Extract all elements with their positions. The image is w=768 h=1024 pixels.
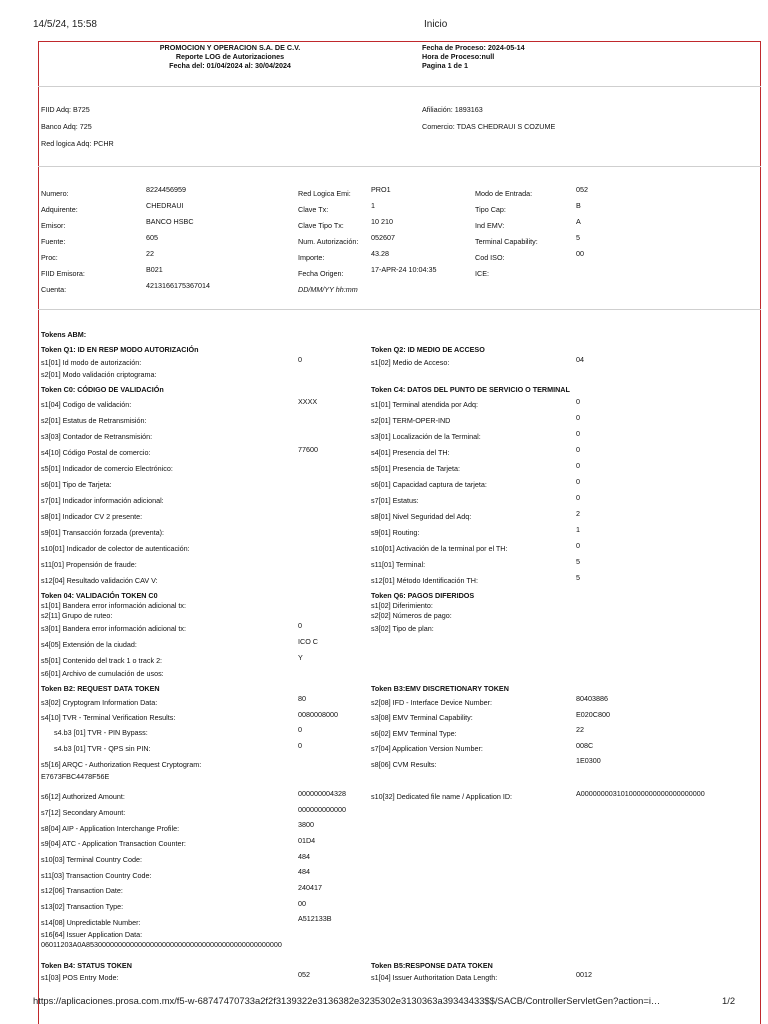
token-field-label: s11[03] Transaction Country Code: [41, 871, 152, 880]
token-field-label: s3[02] Cryptogram Information Data: [41, 698, 158, 707]
token-field-label: E7673FBC4478F56E [41, 772, 110, 781]
token-field-value: 240417 [298, 883, 322, 892]
field-label: Num. Autorización: [298, 237, 359, 246]
token-field-value: 484 [298, 867, 310, 876]
field-label: Cuenta: [41, 285, 67, 294]
token-field-value: A512133B [298, 914, 332, 923]
token-field-label: s4[10] TVR - Terminal Verification Results: [41, 713, 176, 722]
token-field-label: s8[04] AIP - Application Interchange Profile: [41, 824, 180, 833]
date-format-hint: DD/MM/YY hh:mm [298, 285, 358, 294]
token-field-label: s10[01] Activación de la terminal por el TH: [371, 544, 508, 553]
comercio: Comercio: TDAS CHEDRAUI S COZUME [422, 122, 556, 131]
field-value: 22 [146, 249, 154, 258]
report-title: Reporte LOG de Autorizaciones [175, 52, 285, 61]
token-b3-title: Token B3:EMV DISCRETIONARY TOKEN [371, 684, 509, 693]
token-field-label: s8[01] Nivel Seguridad del Adq: [371, 512, 472, 521]
token-field-value: 0 [576, 397, 580, 406]
token-field-value: 00 [298, 899, 306, 908]
token-field-label: s9[01] Transacción forzada (preventa): [41, 528, 165, 537]
field-value: 43.28 [371, 249, 389, 258]
field-value: 052607 [371, 233, 395, 242]
token-field-label: s16[64] Issuer Application Data: [41, 930, 143, 939]
field-value: 052 [576, 185, 588, 194]
token-field-label: s5[01] Indicador de comercio Electrónico: [41, 464, 173, 473]
token-field-value: 484 [298, 852, 310, 861]
fiid-adq: FIID Adq: B725 [41, 105, 90, 114]
token-b2-title: Token B2: REQUEST DATA TOKEN [41, 684, 160, 693]
token-field-label: s3[01] Bandera error información adicional tx: [41, 624, 187, 633]
token-field-label: s9[04] ATC - Application Transaction Counter: [41, 839, 186, 848]
token-field-label: s1[02] Medio de Acceso: [371, 358, 450, 367]
token-field-label: s3[01] Localización de la Terminal: [371, 432, 481, 441]
field-value: 8224456959 [146, 185, 186, 194]
field-label: Ind EMV: [475, 221, 505, 230]
token-field-label: s5[16] ARQC - Authorization Request Cryptogram: [41, 760, 202, 769]
token-field-value: 1 [576, 525, 580, 534]
token-field-label: s10[32] Dedicated file name / Application ID: [371, 792, 513, 801]
token-field-value: ICO C [298, 637, 318, 646]
token-field-label: s1[04] Issuer Authoritation Data Length: [371, 973, 498, 982]
token-field-value: 0 [298, 355, 302, 364]
process-date: Fecha de Proceso: 2024-05-14 [422, 43, 525, 52]
field-value: PRO1 [371, 185, 391, 194]
token-field-value: 0 [298, 621, 302, 630]
token-field-value: A0000000031010000000000000000000 [576, 789, 705, 798]
token-field-value: XXXX [298, 397, 318, 406]
page-number: Pagina 1 de 1 [422, 61, 468, 70]
token-field-label: s11[01] Propensión de fraude: [41, 560, 137, 569]
token-field-label: s3[02] Tipo de plan: [371, 624, 434, 633]
token-field-label: s8[06] CVM Results: [371, 760, 437, 769]
company-name: PROMOCION Y OPERACION S.A. DE C.V. [159, 43, 301, 52]
token-field-label: s6[01] Capacidad captura de tarjeta: [371, 480, 487, 489]
token-q2-title: Token Q2: ID MEDIO DE ACCESO [371, 345, 485, 354]
field-label: Clave Tx: [298, 205, 329, 214]
field-label: Proc: [41, 253, 58, 262]
field-label: Numero: [41, 189, 69, 198]
token-field-value: 000000004328 [298, 789, 346, 798]
field-label: Fuente: [41, 237, 66, 246]
field-label: Terminal Capability: [475, 237, 538, 246]
field-label: Fecha Origen: [298, 269, 344, 278]
token-field-value: 0080008000 [298, 710, 338, 719]
token-field-value: 0012 [576, 970, 592, 979]
token-field-value: Y [298, 653, 303, 662]
token-field-label: s10[01] Indicador de colector de autenticación: [41, 544, 190, 553]
divider [38, 86, 761, 87]
token-field-label: s6[12] Authorized Amount: [41, 792, 125, 801]
token-field-label: s8[01] Indicador CV 2 presente: [41, 512, 143, 521]
token-field-label: s6[02] EMV Terminal Type: [371, 729, 457, 738]
field-value: 5 [576, 233, 580, 242]
token-field-label: s4.b3 [01] TVR - PIN Bypass: [54, 728, 148, 737]
token-field-value: 5 [576, 573, 580, 582]
token-field-label: s4[05] Extensión de la ciudad: [41, 640, 137, 649]
token-field-label: s12[06] Transaction Date: [41, 886, 123, 895]
divider [38, 166, 761, 167]
token-field-value: 052 [298, 970, 310, 979]
field-value: 00 [576, 249, 584, 258]
token-field-value: E020C800 [576, 710, 610, 719]
token-field-label: s4.b3 [01] TVR - QPS sin PIN: [54, 744, 151, 753]
token-b4-title: Token B4: STATUS TOKEN [41, 961, 132, 970]
token-field-label: s1[02] Diferimiento: [371, 601, 433, 610]
divider [38, 309, 761, 310]
token-field-label: s2[01] TERM-OPER-IND [371, 416, 451, 425]
token-b5-title: Token B5:RESPONSE DATA TOKEN [371, 961, 493, 970]
token-q1-title: Token Q1: ID EN RESP MODO AUTORIZACIÓn [41, 345, 199, 354]
token-field-label: s3[08] EMV Terminal Capability: [371, 713, 473, 722]
token-field-label: s5[01] Contenido del track 1 o track 2: [41, 656, 163, 665]
token-field-value: 0 [576, 493, 580, 502]
token-field-label: s7[01] Estatus: [371, 496, 419, 505]
field-label: Importe: [298, 253, 325, 262]
token-field-value: 1E0300 [576, 756, 601, 765]
token-field-label: s6[01] Archivo de cumulación de usos: [41, 669, 164, 678]
token-field-label: s4[10] Código Postal de comercio: [41, 448, 151, 457]
field-value: 10 210 [371, 217, 393, 226]
token-field-value: 04 [576, 355, 584, 364]
field-label: FIID Emisora: [41, 269, 85, 278]
token-04-title: Token 04: VALIDACIÓn TOKEN C0 [41, 591, 158, 600]
token-field-value: 3800 [298, 820, 314, 829]
token-c0-title: Token C0: CÓDIGO DE VALIDACIÓn [41, 385, 164, 394]
token-field-label: s6[01] Tipo de Tarjeta: [41, 480, 112, 489]
field-value: B021 [146, 265, 163, 274]
token-field-label: s3[03] Contador de Retransmisión: [41, 432, 153, 441]
token-field-value: 0 [576, 477, 580, 486]
field-label: Emisor: [41, 221, 66, 230]
token-field-label: s2[02] Números de pago: [371, 611, 452, 620]
token-field-label: s7[01] Indicador información adicional: [41, 496, 164, 505]
field-value: BANCO HSBC [146, 217, 194, 226]
token-field-value: 01D4 [298, 836, 316, 845]
token-field-label: s10[03] Terminal Country Code: [41, 855, 142, 864]
token-field-value: 80 [298, 694, 306, 703]
token-field-label: s4[01] Presencia del TH: [371, 448, 450, 457]
token-field-value: 5 [576, 557, 580, 566]
token-field-value: 80403886 [576, 694, 608, 703]
token-field-value: 0 [576, 461, 580, 470]
token-field-value: 0 [298, 725, 302, 734]
banco-adq: Banco Adq: 725 [41, 122, 92, 131]
token-field-label: s13[02] Transaction Type: [41, 902, 124, 911]
token-field-label: s1[01] Bandera error información adicional tx: [41, 601, 187, 610]
token-field-label: s12[01] Método Identificación TH: [371, 576, 478, 585]
field-label: ICE: [475, 269, 489, 278]
field-label: Adquirente: [41, 205, 78, 214]
token-field-label: s1[03] POS Entry Mode: [41, 973, 119, 982]
token-field-label: s2[08] IFD - Interface Device Number: [371, 698, 493, 707]
token-field-label: s9[01] Routing: [371, 528, 420, 537]
field-label: Clave Tipo Tx: [298, 221, 344, 230]
field-value: B [576, 201, 581, 210]
token-field-label: s2[11] Grupo de ruteo: [41, 611, 113, 620]
token-field-value: 2 [576, 509, 580, 518]
process-time: Hora de Proceso:null [422, 52, 495, 61]
token-c4-title: Token C4: DATOS DEL PUNTO DE SERVICIO O TERMINAL [371, 385, 570, 394]
field-value: 4213166175367014 [146, 281, 210, 290]
token-field-label: s11[01] Terminal: [371, 560, 426, 569]
token-field-label: s7[12] Secondary Amount: [41, 808, 126, 817]
token-field-label: s14[08] Unpredictable Number: [41, 918, 141, 927]
field-value: 17-APR-24 10:04:35 [371, 265, 437, 274]
afiliacion: Afiliación: 1893163 [422, 105, 483, 114]
token-field-value: 22 [576, 725, 584, 734]
field-value: CHEDRAUI [146, 201, 184, 210]
tokens-title: Tokens ABM: [41, 330, 87, 339]
field-label: Cod ISO: [475, 253, 505, 262]
field-label: Tipo Cap: [475, 205, 506, 214]
report-date-range: Fecha del: 01/04/2024 al: 30/04/2024 [169, 61, 291, 70]
print-datetime: 14/5/24, 15:58 [33, 19, 97, 30]
red-logica-adq: Red logica Adq: PCHR [41, 139, 114, 148]
token-field-value: 0 [576, 413, 580, 422]
token-field-label: s2[01] Modo validación criptograma: [41, 370, 157, 379]
token-field-value: 000000000000 [298, 805, 346, 814]
field-value: 605 [146, 233, 158, 242]
print-url: https://aplicaciones.prosa.com.mx/f5-w-68747470733a2f2f3139322e3136382e3235302e3130363a39343433$$/SACB/ControllerServletGen?action=i… [33, 995, 661, 1006]
field-value: A [576, 217, 581, 226]
token-field-label: s5[01] Presencia de Tarjeta: [371, 464, 460, 473]
token-q6-title: Token Q6: PAGOS DIFERIDOS [371, 591, 475, 600]
print-page-count: 1/2 [722, 995, 736, 1006]
token-field-label: s1[04] Codigo de validación: [41, 400, 132, 409]
field-label: Red Logica Emi: [298, 189, 351, 198]
token-field-value: 0 [576, 445, 580, 454]
token-field-value: 0 [298, 741, 302, 750]
token-field-label: s2[01] Estatus de Retransmisión: [41, 416, 147, 425]
token-field-value: 0 [576, 541, 580, 550]
field-value: 1 [371, 201, 375, 210]
token-field-value: 008C [576, 741, 594, 750]
token-field-value: 77600 [298, 445, 318, 454]
token-field-label: s12[04] Resultado validación CAV V: [41, 576, 158, 585]
token-field-label: s1[01] Terminal atendida por Adq: [371, 400, 478, 409]
token-field-label: s1[01] Id modo de autorización: [41, 358, 142, 367]
print-page-title: Inicio [424, 19, 448, 30]
field-label: Modo de Entrada: [475, 189, 533, 198]
token-field-label: 06011203A0A8530000000000000000000000000000000000000000000000 [41, 940, 282, 949]
token-field-value: 0 [576, 429, 580, 438]
token-field-label: s7[04] Application Version Number: [371, 744, 483, 753]
